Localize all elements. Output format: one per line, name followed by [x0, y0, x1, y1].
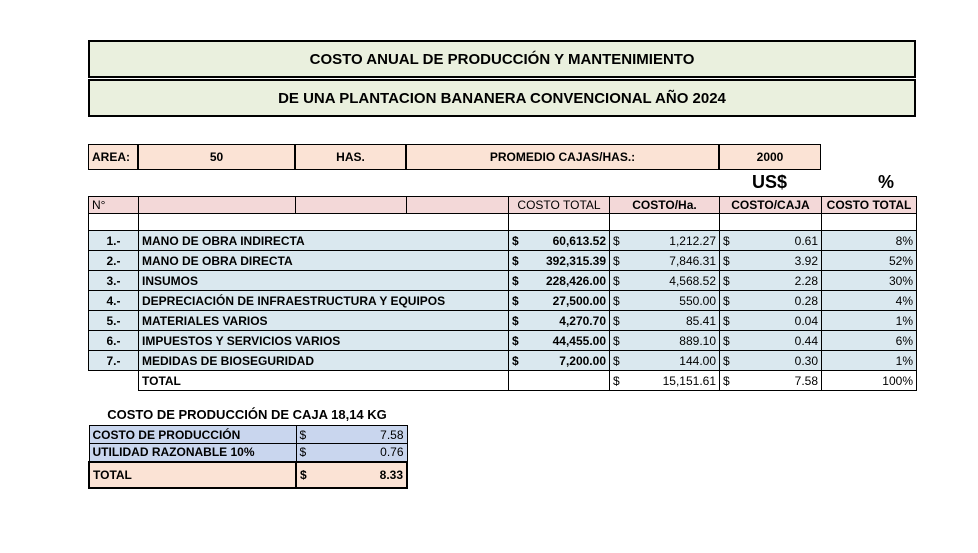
row-pct: 52% — [822, 251, 917, 271]
total-row — [89, 371, 917, 391]
row-label: INSUMOS — [139, 271, 509, 291]
header-costo-total: COSTO TOTAL — [509, 197, 610, 214]
table-row — [89, 231, 917, 251]
table-row — [89, 311, 917, 331]
row-number: 3.- — [89, 271, 139, 291]
percent-label: % — [878, 172, 895, 192]
row-caja: $ 0.28 — [720, 291, 822, 311]
promedio-label: PROMEDIO CAJAS/HAS.: — [406, 144, 719, 170]
row-number: 7.- — [89, 351, 139, 371]
row-pct: 6% — [822, 331, 917, 351]
row-caja: $ 0.04 — [720, 311, 822, 331]
row-pct: 1% — [822, 351, 917, 371]
total-pct: 100% — [822, 371, 917, 391]
row-caja: $ 3.92 — [720, 251, 822, 271]
row-total: $ 60,613.52 — [509, 231, 610, 251]
row-ha: $ 4,568.52 — [610, 271, 720, 291]
row-label: MATERIALES VARIOS — [139, 311, 509, 331]
cost-table — [88, 196, 917, 391]
row-label: MANO DE OBRA DIRECTA — [139, 251, 509, 271]
summary-value: $ 7.58 — [296, 426, 407, 444]
row-total: $ 7,200.00 — [509, 351, 610, 371]
table-row — [89, 271, 917, 291]
header-pct: COSTO TOTAL — [822, 197, 917, 214]
promedio-value: 2000 — [719, 144, 821, 170]
table-body — [89, 231, 917, 371]
title-line-2: DE UNA PLANTACION BANANERA CONVENCIONAL AÑO 2024 — [88, 79, 916, 117]
total-caja: $ 7.58 — [720, 371, 822, 391]
row-number: 1.- — [89, 231, 139, 251]
row-total: $ 228,426.00 — [509, 271, 610, 291]
row-caja: $ 0.61 — [720, 231, 822, 251]
summary-row — [89, 426, 407, 444]
table-row — [89, 251, 917, 271]
title-line-1: COSTO ANUAL DE PRODUCCIÓN Y MANTENIMIENTO — [88, 40, 916, 78]
summary-label: UTILIDAD RAZONABLE 10% — [89, 444, 296, 462]
row-number: 5.- — [89, 311, 139, 331]
row-ha: $ 889.10 — [610, 331, 720, 351]
header-costo-ha: COSTO/Ha. — [610, 197, 720, 214]
summary-title: COSTO DE PRODUCCIÓN DE CAJA 18,14 KG — [107, 406, 387, 422]
row-label: IMPUESTOS Y SERVICIOS VARIOS — [139, 331, 509, 351]
row-caja: $ 2.28 — [720, 271, 822, 291]
table-row — [89, 351, 917, 371]
row-ha: $ 1,212.27 — [610, 231, 720, 251]
row-ha: $ 144.00 — [610, 351, 720, 371]
row-number: 6.- — [89, 331, 139, 351]
summary-value: $ 0.76 — [296, 444, 407, 462]
row-caja: $ 0.44 — [720, 331, 822, 351]
area-value: 50 — [138, 144, 295, 170]
row-label: DEPRECIACIÓN DE INFRAESTRUCTURA Y EQUIPOS — [139, 291, 509, 311]
area-label: AREA: — [88, 144, 138, 170]
summary-total-row — [89, 462, 407, 488]
currency-label: US$ — [752, 172, 788, 192]
row-pct: 1% — [822, 311, 917, 331]
row-ha: $ 85.41 — [610, 311, 720, 331]
area-info-row — [88, 144, 821, 170]
header-n: N° — [89, 197, 139, 214]
spacer-row — [89, 214, 917, 231]
row-ha: $ 7,846.31 — [610, 251, 720, 271]
row-label: MANO DE OBRA INDIRECTA — [139, 231, 509, 251]
row-number: 2.- — [89, 251, 139, 271]
row-total: $ 392,315.39 — [509, 251, 610, 271]
row-total: $ 44,455.00 — [509, 331, 610, 351]
table-row — [89, 291, 917, 311]
summary-total-value: $ 8.33 — [296, 462, 407, 488]
row-pct: 8% — [822, 231, 917, 251]
table-header-row — [89, 197, 917, 214]
row-caja: $ 0.30 — [720, 351, 822, 371]
row-total: $ 4,270.70 — [509, 311, 610, 331]
summary-label: COSTO DE PRODUCCIÓN — [89, 426, 296, 444]
row-ha: $ 550.00 — [610, 291, 720, 311]
total-label: TOTAL — [139, 371, 509, 391]
row-total: $ 27,500.00 — [509, 291, 610, 311]
header-costo-caja: COSTO/CAJA — [720, 197, 822, 214]
row-pct: 30% — [822, 271, 917, 291]
area-unit: HAS. — [295, 144, 406, 170]
summary-table — [88, 425, 408, 489]
summary-total-label: TOTAL — [89, 462, 296, 488]
row-number: 4.- — [89, 291, 139, 311]
table-row — [89, 331, 917, 351]
row-label: MEDIDAS DE BIOSEGURIDAD — [139, 351, 509, 371]
summary-row — [89, 444, 407, 462]
row-pct: 4% — [822, 291, 917, 311]
total-ha: $ 15,151.61 — [610, 371, 720, 391]
